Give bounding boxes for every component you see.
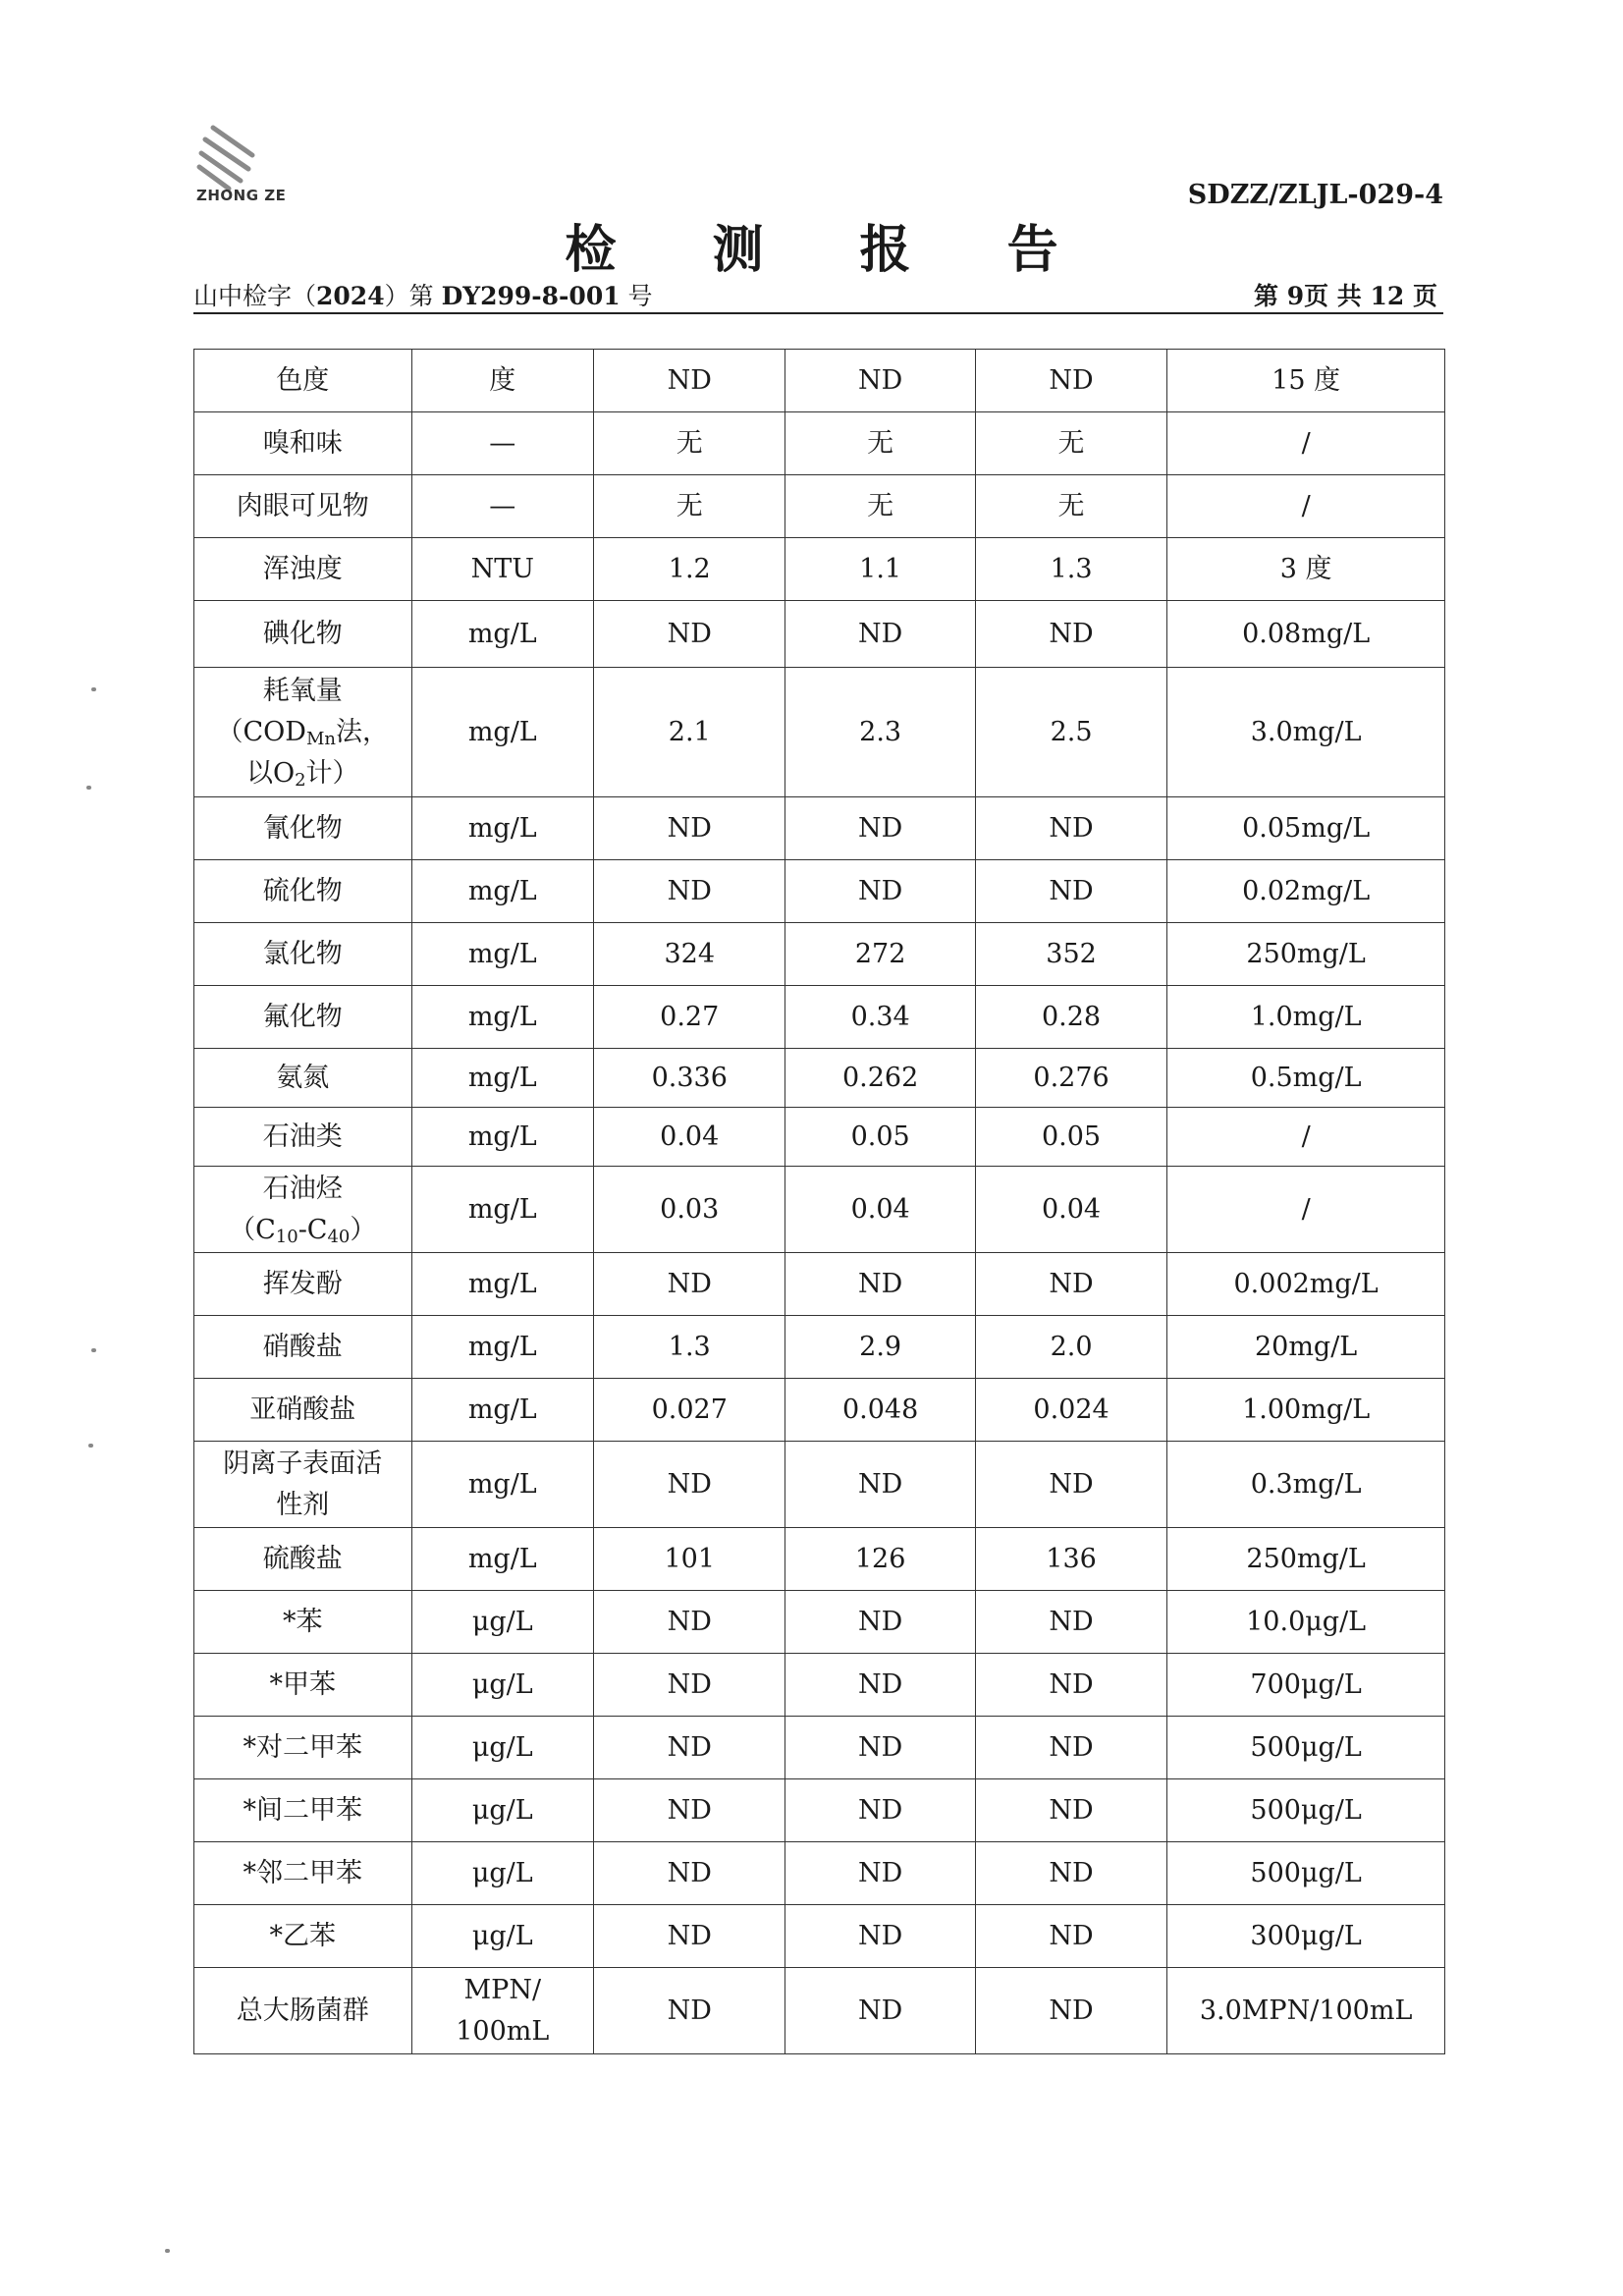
value-cell: 2.1	[594, 668, 785, 797]
unit-cell: mg/L	[411, 1108, 594, 1167]
limit-cell: 10.0μg/L	[1167, 1591, 1445, 1654]
item-cell: *甲苯	[194, 1654, 412, 1717]
value-cell: ND	[594, 1842, 785, 1905]
value-cell: 352	[975, 923, 1166, 986]
unit-cell: —	[411, 412, 594, 475]
value-cell: ND	[975, 601, 1166, 668]
unit-cell: mg/L	[411, 923, 594, 986]
table-row	[194, 1968, 1445, 2054]
unit-cell: μg/L	[411, 1905, 594, 1968]
table-row	[194, 860, 1445, 923]
table-row	[194, 1717, 1445, 1779]
value-cell: ND	[785, 350, 975, 412]
value-cell: ND	[785, 1842, 975, 1905]
unit-cell: mg/L	[411, 1167, 594, 1253]
unit-cell: mg/L	[411, 1442, 594, 1528]
table-row	[194, 1167, 1445, 1253]
value-cell: 0.04	[594, 1108, 785, 1167]
value-cell: 2.3	[785, 668, 975, 797]
value-cell: 0.048	[785, 1379, 975, 1442]
limit-cell: 15 度	[1167, 350, 1445, 412]
item-cell: 挥发酚	[194, 1253, 412, 1316]
item-cell: 亚硝酸盐	[194, 1379, 412, 1442]
value-cell: ND	[594, 601, 785, 668]
unit-cell: μg/L	[411, 1591, 594, 1654]
value-cell: ND	[785, 1968, 975, 2054]
unit-cell: mg/L	[411, 986, 594, 1049]
limit-cell: /	[1167, 475, 1445, 538]
value-cell: ND	[975, 860, 1166, 923]
limit-cell: /	[1167, 1108, 1445, 1167]
table-row	[194, 1379, 1445, 1442]
limit-cell: 1.00mg/L	[1167, 1379, 1445, 1442]
value-cell: ND	[785, 1253, 975, 1316]
scan-speck	[88, 1444, 93, 1448]
value-cell: ND	[594, 1442, 785, 1528]
item-cell: 氯化物	[194, 923, 412, 986]
value-cell: ND	[785, 1717, 975, 1779]
value-cell: ND	[975, 1591, 1166, 1654]
value-cell: ND	[785, 797, 975, 860]
table-row	[194, 1591, 1445, 1654]
limit-cell: /	[1167, 1167, 1445, 1253]
value-cell: ND	[594, 1905, 785, 1968]
value-cell: ND	[975, 350, 1166, 412]
limit-cell: /	[1167, 412, 1445, 475]
limit-cell: 250mg/L	[1167, 1528, 1445, 1591]
value-cell: 2.9	[785, 1316, 975, 1379]
value-cell: 1.1	[785, 538, 975, 601]
item-cell: 嗅和味	[194, 412, 412, 475]
table-row	[194, 668, 1445, 797]
value-cell: 无	[594, 475, 785, 538]
table-row	[194, 797, 1445, 860]
value-cell: ND	[975, 1968, 1166, 2054]
value-cell: 2.5	[975, 668, 1166, 797]
value-cell: 无	[785, 475, 975, 538]
value-cell: ND	[785, 1591, 975, 1654]
value-cell: 无	[975, 475, 1166, 538]
page-title: 检 测 报 告	[565, 220, 1098, 280]
unit-cell: mg/L	[411, 1379, 594, 1442]
table-row	[194, 923, 1445, 986]
unit-cell: mg/L	[411, 1528, 594, 1591]
table-row	[194, 475, 1445, 538]
limit-cell: 0.5mg/L	[1167, 1049, 1445, 1108]
report-subheader	[193, 275, 1443, 314]
limit-cell: 3.0mg/L	[1167, 668, 1445, 797]
value-cell: 0.262	[785, 1049, 975, 1108]
unit-cell: mg/L	[411, 1253, 594, 1316]
item-cell: *邻二甲苯	[194, 1842, 412, 1905]
item-cell: 碘化物	[194, 601, 412, 668]
value-cell: ND	[594, 1717, 785, 1779]
value-cell: ND	[785, 1654, 975, 1717]
value-cell: 0.05	[975, 1108, 1166, 1167]
item-cell: *苯	[194, 1591, 412, 1654]
unit-cell: mg/L	[411, 668, 594, 797]
unit-cell: mg/L	[411, 1316, 594, 1379]
unit-cell: μg/L	[411, 1779, 594, 1842]
unit-cell: mg/L	[411, 797, 594, 860]
value-cell: 无	[975, 412, 1166, 475]
limit-cell: 500μg/L	[1167, 1717, 1445, 1779]
value-cell: 0.276	[975, 1049, 1166, 1108]
unit-cell: —	[411, 475, 594, 538]
table-row	[194, 1528, 1445, 1591]
value-cell: 136	[975, 1528, 1166, 1591]
value-cell: 无	[785, 412, 975, 475]
item-cell: *对二甲苯	[194, 1717, 412, 1779]
value-cell: ND	[975, 1905, 1166, 1968]
unit-cell: MPN/ 100mL	[411, 1968, 594, 2054]
page-number: 第 9页 共 12 页	[1254, 282, 1437, 310]
value-cell: ND	[785, 1779, 975, 1842]
value-cell: ND	[975, 1654, 1166, 1717]
value-cell: 272	[785, 923, 975, 986]
value-cell: 0.04	[785, 1167, 975, 1253]
value-cell: ND	[594, 1591, 785, 1654]
value-cell: ND	[785, 1442, 975, 1528]
table-row	[194, 1253, 1445, 1316]
limit-cell: 0.02mg/L	[1167, 860, 1445, 923]
table-row	[194, 1779, 1445, 1842]
scan-speck	[86, 786, 91, 790]
item-cell: 氨氮	[194, 1049, 412, 1108]
item-cell: 硝酸盐	[194, 1316, 412, 1379]
item-cell: 石油烃 $(C_{10}-C_{40})$	[194, 1167, 412, 1253]
limit-cell: 500μg/L	[1167, 1842, 1445, 1905]
unit-cell: 度	[411, 350, 594, 412]
unit-cell: μg/L	[411, 1842, 594, 1905]
limit-cell: 3 度	[1167, 538, 1445, 601]
document-code: SDZZ/ZLJL-029-4	[1187, 180, 1443, 210]
value-cell: 324	[594, 923, 785, 986]
limit-cell: 0.05mg/L	[1167, 797, 1445, 860]
limit-cell: 250mg/L	[1167, 923, 1445, 986]
value-cell: ND	[975, 1717, 1166, 1779]
value-cell: 0.34	[785, 986, 975, 1049]
value-cell: ND	[594, 1253, 785, 1316]
value-cell: ND	[975, 1253, 1166, 1316]
value-cell: ND	[785, 1905, 975, 1968]
limit-cell: 500μg/L	[1167, 1779, 1445, 1842]
scan-speck	[91, 1348, 96, 1352]
unit-cell: mg/L	[411, 1049, 594, 1108]
value-cell: 0.024	[975, 1379, 1166, 1442]
table-row	[194, 538, 1445, 601]
value-cell: 0.28	[975, 986, 1166, 1049]
value-cell: ND	[594, 350, 785, 412]
unit-cell: mg/L	[411, 860, 594, 923]
item-cell: 耗氧量 （$COD_{Mn}$法， 以$O_2$计）	[194, 668, 412, 797]
value-cell: ND	[594, 797, 785, 860]
value-cell: 0.27	[594, 986, 785, 1049]
item-cell: 阴离子表面活 性剂	[194, 1442, 412, 1528]
item-cell: 氰化物	[194, 797, 412, 860]
table-row	[194, 1049, 1445, 1108]
item-cell: 硫化物	[194, 860, 412, 923]
value-cell: 0.336	[594, 1049, 785, 1108]
value-cell: ND	[975, 1842, 1166, 1905]
logo-text: ZHONG ZE	[196, 187, 287, 204]
limit-cell: 1.0mg/L	[1167, 986, 1445, 1049]
table-row	[194, 1316, 1445, 1379]
item-cell: 氟化物	[194, 986, 412, 1049]
table-row	[194, 1905, 1445, 1968]
value-cell: 0.027	[594, 1379, 785, 1442]
item-cell: 浑浊度	[194, 538, 412, 601]
value-cell: 2.0	[975, 1316, 1166, 1379]
value-cell: 101	[594, 1528, 785, 1591]
value-cell: ND	[785, 860, 975, 923]
value-cell: 1.3	[594, 1316, 785, 1379]
table-row	[194, 1842, 1445, 1905]
value-cell: ND	[594, 1968, 785, 2054]
unit-cell: NTU	[411, 538, 594, 601]
value-cell: ND	[785, 601, 975, 668]
limit-cell: 700μg/L	[1167, 1654, 1445, 1717]
table-row	[194, 350, 1445, 412]
value-cell: ND	[594, 1779, 785, 1842]
table-row	[194, 412, 1445, 475]
limit-cell: 3.0MPN/100mL	[1167, 1968, 1445, 2054]
unit-cell: μg/L	[411, 1717, 594, 1779]
value-cell: 126	[785, 1528, 975, 1591]
value-cell: 无	[594, 412, 785, 475]
scan-speck	[165, 2249, 170, 2253]
table-row	[194, 1654, 1445, 1717]
item-cell: 硫酸盐	[194, 1528, 412, 1591]
unit-cell: mg/L	[411, 601, 594, 668]
item-cell: *间二甲苯	[194, 1779, 412, 1842]
limit-cell: 0.002mg/L	[1167, 1253, 1445, 1316]
value-cell: 1.3	[975, 538, 1166, 601]
item-cell: 石油类	[194, 1108, 412, 1167]
table-row	[194, 1108, 1445, 1167]
value-cell: 0.03	[594, 1167, 785, 1253]
limit-cell: 20mg/L	[1167, 1316, 1445, 1379]
value-cell: 0.05	[785, 1108, 975, 1167]
value-cell: ND	[594, 1654, 785, 1717]
scan-speck	[91, 687, 96, 691]
value-cell: ND	[975, 797, 1166, 860]
limit-cell: 0.08mg/L	[1167, 601, 1445, 668]
item-cell: 色度	[194, 350, 412, 412]
results-table	[193, 349, 1445, 2054]
table-row	[194, 1442, 1445, 1528]
table-row	[194, 601, 1445, 668]
limit-cell: 0.3mg/L	[1167, 1442, 1445, 1528]
unit-cell: μg/L	[411, 1654, 594, 1717]
value-cell: 1.2	[594, 538, 785, 601]
item-cell: 总大肠菌群	[194, 1968, 412, 2054]
table-row	[194, 986, 1445, 1049]
value-cell: ND	[975, 1442, 1166, 1528]
value-cell: 0.04	[975, 1167, 1166, 1253]
item-cell: *乙苯	[194, 1905, 412, 1968]
report-number: 山中检字（2024）第 DY299-8-001 号	[193, 282, 653, 310]
value-cell: ND	[594, 860, 785, 923]
item-cell: 肉眼可见物	[194, 475, 412, 538]
limit-cell: 300μg/L	[1167, 1905, 1445, 1968]
value-cell: ND	[975, 1779, 1166, 1842]
